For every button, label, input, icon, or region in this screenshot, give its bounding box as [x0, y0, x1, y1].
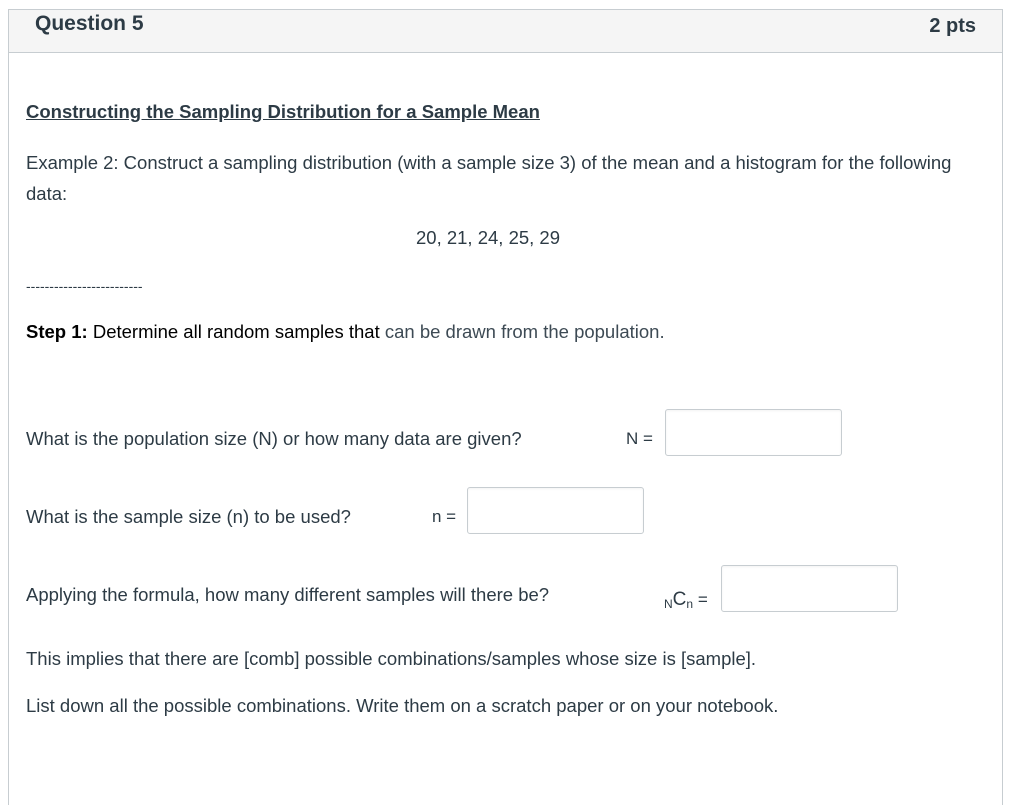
- divider-dashes: -------------------------: [26, 278, 143, 294]
- sample-size-input[interactable]: [467, 487, 644, 534]
- population-size-label: N =: [626, 429, 653, 448]
- question-title: Question 5: [35, 12, 144, 35]
- step1-label: Step 1:: [26, 321, 88, 342]
- question-header: [9, 10, 1002, 53]
- combinations-label-equals: =: [693, 590, 708, 609]
- population-size-question: What is the population size (N) or how many data are given?: [26, 428, 522, 449]
- combinations-label-c: C: [672, 589, 687, 610]
- list-down-text: List down all the possible combinations. Write them on a scratch paper or on your notebook.: [26, 695, 779, 716]
- combinations-label-sub-n-lower: n: [686, 597, 694, 611]
- sample-size-label: n =: [432, 507, 457, 526]
- question-points: 2 pts: [929, 15, 976, 37]
- sample-size-question: What is the sample size (n) to be used?: [26, 506, 351, 527]
- combinations-input[interactable]: [721, 565, 898, 612]
- step1-text-grey: can be drawn from the population.: [379, 321, 665, 342]
- implies-text: This implies that there are [comb] possible combinations/samples whose size is [sample].: [26, 648, 757, 669]
- section-title: Constructing the Sampling Distribution for a Sample Mean: [26, 101, 540, 122]
- question-card: [8, 9, 1003, 805]
- combinations-label: [664, 588, 708, 616]
- combinations-label-sub-n-upper: N: [664, 597, 673, 611]
- combinations-question: Applying the formula, how many different samples will there be?: [26, 584, 550, 605]
- example-text: Example 2: Construct a sampling distribution (with a sample size 3) of the mean and a histogram for the following data:: [26, 152, 952, 204]
- population-size-input[interactable]: [665, 409, 842, 456]
- step1-instruction: [26, 320, 665, 344]
- step1-text-dark: Determine all random samples that: [87, 321, 380, 342]
- data-values: 20, 21, 24, 25, 29: [416, 227, 561, 248]
